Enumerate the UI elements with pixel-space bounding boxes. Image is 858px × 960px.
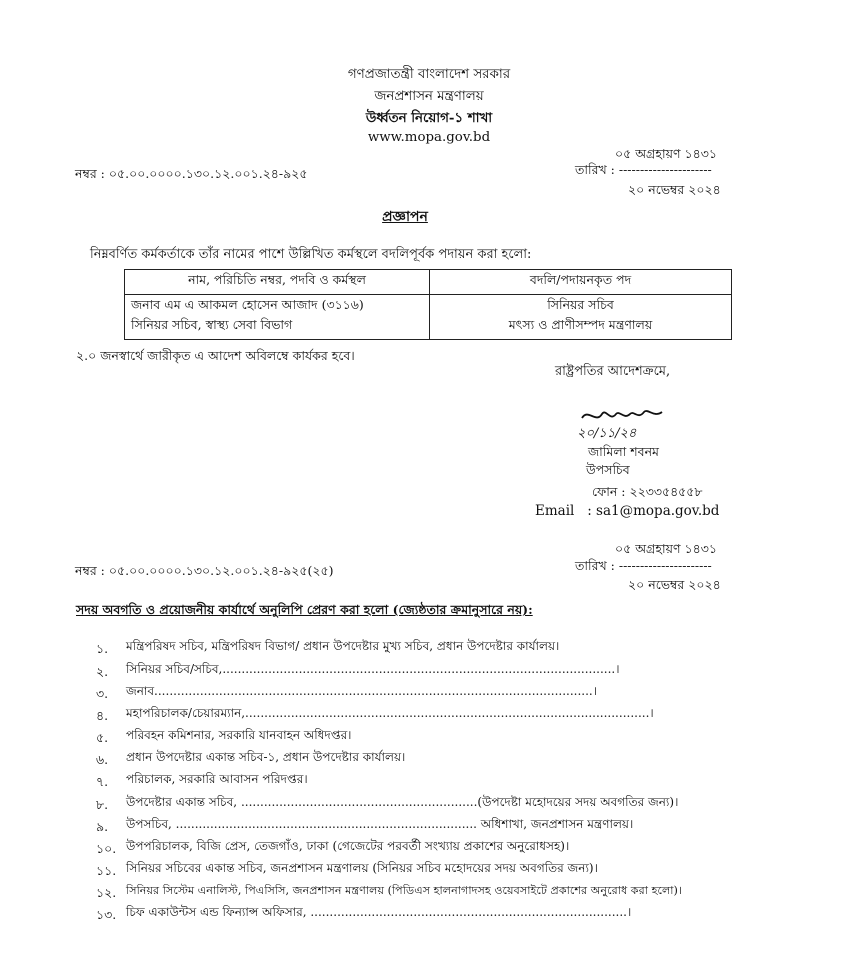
table-row (125, 295, 732, 340)
list-item: সিনিয়র সচিব/সচিব,.......................................................................................................। (126, 662, 620, 676)
officer-current-post: সিনিয়র সচিব, স্বাস্থ্য সেবা বিভাগ (131, 317, 293, 332)
list-item-number: ১৩. (96, 907, 117, 922)
list-item-number: ৮. (96, 797, 109, 812)
list-item-number: ৩. (96, 686, 109, 701)
date-label-2: তারিখ : ---------------------- (575, 558, 712, 573)
list-item-number: ১২. (96, 885, 117, 900)
officer-cell (125, 295, 430, 340)
list-item-number: ২. (96, 664, 109, 679)
email-address[interactable]: : sa1@mopa.gov.bd (587, 503, 720, 519)
new-post-cell (430, 295, 732, 340)
ministry-name: জনপ্রশাসন মন্ত্রণালয় (374, 89, 484, 104)
date-english-2: ২০ নভেম্বর ২০২৪ (628, 577, 721, 592)
signatory-designation: উপসচিব (586, 462, 630, 477)
list-item: উপপরিচালক, বিজি প্রেস, তেজগাঁও, ঢাকা (গেজেটের পরবর্তী সংখ্যায় প্রকাশের অনুরোধসহ)। (126, 839, 570, 853)
date-bangla-1: ০৫ অগ্রহায়ণ ১৪৩১ (615, 146, 717, 161)
email-label: Email (535, 503, 575, 519)
list-item: পরিচালক, সরকারি আবাসন পরিদপ্তর। (126, 772, 308, 786)
list-item: উপদেষ্টার একান্ত সচিব, ..............................................................(উপদেষ্টা মহোদয়ের সদয় অবগতির জন্য)। (126, 795, 679, 809)
clause-2: ২.০ জনস্বার্থে জারীকৃত এ আদেশ অবিলম্বে কার্যকর হবে। (76, 348, 355, 363)
list-item: উপসচিব, ............................................................................... অধিশাখা, জনপ্রশাসন মন্ত্রণালয়। (126, 817, 634, 831)
new-workplace: মৎস্য ও প্রাণীসম্পদ মন্ত্রণালয় (508, 317, 653, 332)
list-item: সিনিয়র সচিবের একান্ত সচিব, জনপ্রশাসন মন্ত্রণালয় (সিনিয়র সচিব মহোদয়ের সদয় অবগতির জন্য)। (126, 861, 598, 875)
signatory-name: জামিলা শবনম (588, 444, 659, 459)
branch-name: উর্ধ্বতন নিয়োগ-১ শাখা (365, 110, 493, 126)
new-post: সিনিয়র সচিব (547, 297, 614, 312)
list-item-number: ৭. (96, 774, 109, 789)
notification-title: প্রজ্ঞাপন (382, 209, 428, 225)
website-link[interactable]: www.mopa.gov.bd (367, 130, 491, 145)
date-bangla-2: ০৫ অগ্রহায়ণ ১৪৩১ (615, 541, 717, 556)
date-english-1: ২০ নভেম্বর ২০২৪ (628, 182, 721, 197)
posting-table (124, 269, 732, 340)
list-item: মহাপরিচালক/চেয়ারম্যান,..........................................................................................................। (126, 706, 654, 720)
list-item-number: ৯. (96, 819, 109, 834)
signatory-phone: ফোন : ২২৩৩৫৪৫৫৮ (592, 484, 703, 499)
list-item: সিনিয়র সিস্টেম এনালিস্ট, পিএসিসি, জনপ্রশাসন মন্ত্রণালয় (পিডিএস হালনাগাদসহ ওয়েবসাইটে প্রকাশের অনুরোধ করা হলো)। (126, 884, 682, 897)
list-item-number: ৬. (96, 752, 109, 767)
officer-name: জনাব এম এ আকমল হোসেন আজাদ (৩১১৬) (131, 297, 364, 312)
list-item-number: ১০. (96, 841, 117, 856)
list-item-number: ৫. (96, 730, 109, 745)
list-item: চিফ একাউন্টস এন্ড ফিন্যান্স অফিসার, ...................................................................................। (126, 905, 632, 919)
memo-number-2: নম্বর : ০৫.০০.০০০০.১৩০.১২.০০১.২৪-৯২৫(২৫) (75, 563, 334, 578)
signatory-email (535, 503, 719, 519)
list-item-number: ৪. (96, 708, 109, 723)
copy-heading: সদয় অবগতি ও প্রয়োজনীয় কার্যার্থে অনুলিপি প্রেরণ করা হলো (জ্যেষ্ঠতার ক্রমানুসারে নয়): (76, 602, 533, 617)
date-label-1: তারিখ : ---------------------- (575, 162, 712, 177)
list-item: প্রধান উপদেষ্টার একান্ত সচিব-১, প্রধান উপদেষ্টার কার্যালয়। (126, 750, 406, 764)
signature-date: ২০/১১/২৪ (577, 426, 637, 441)
list-item: মন্ত্রিপরিষদ সচিব, মন্ত্রিপরিষদ বিভাগ/ প্রধান উপদেষ্টার মুখ্য সচিব, প্রধান উপদেষ্টার কার্যালয়। (126, 639, 560, 653)
intro-text: নিম্নবর্ণিত কর্মকর্তাকে তাঁর নামের পাশে উল্লিখিত কর্মস্থলে বদলিপূর্বক পদায়ন করা হলো: (90, 247, 532, 262)
table-header-name: নাম, পরিচিতি নম্বর, পদবি ও কর্মস্থল (125, 270, 430, 295)
list-item-number: ১১. (96, 863, 117, 878)
govt-name: গণপ্রজাতন্ত্রী বাংলাদেশ সরকার (347, 67, 511, 82)
table-header-post: বদলি/পদায়নকৃত পদ (430, 270, 732, 295)
list-item: পরিবহন কমিশনার, সরকারি যানবাহন অধিদপ্তর। (126, 728, 352, 742)
list-item: জনাব...................................................................................................................। (126, 684, 598, 698)
list-item-number: ১. (96, 641, 109, 656)
memo-number-1: নম্বর : ০৫.০০.০০০০.১৩০.১২.০০১.২৪-৯২৫ (75, 166, 308, 181)
order-by-president: রাষ্ট্রপতির আদেশক্রমে, (555, 364, 671, 379)
